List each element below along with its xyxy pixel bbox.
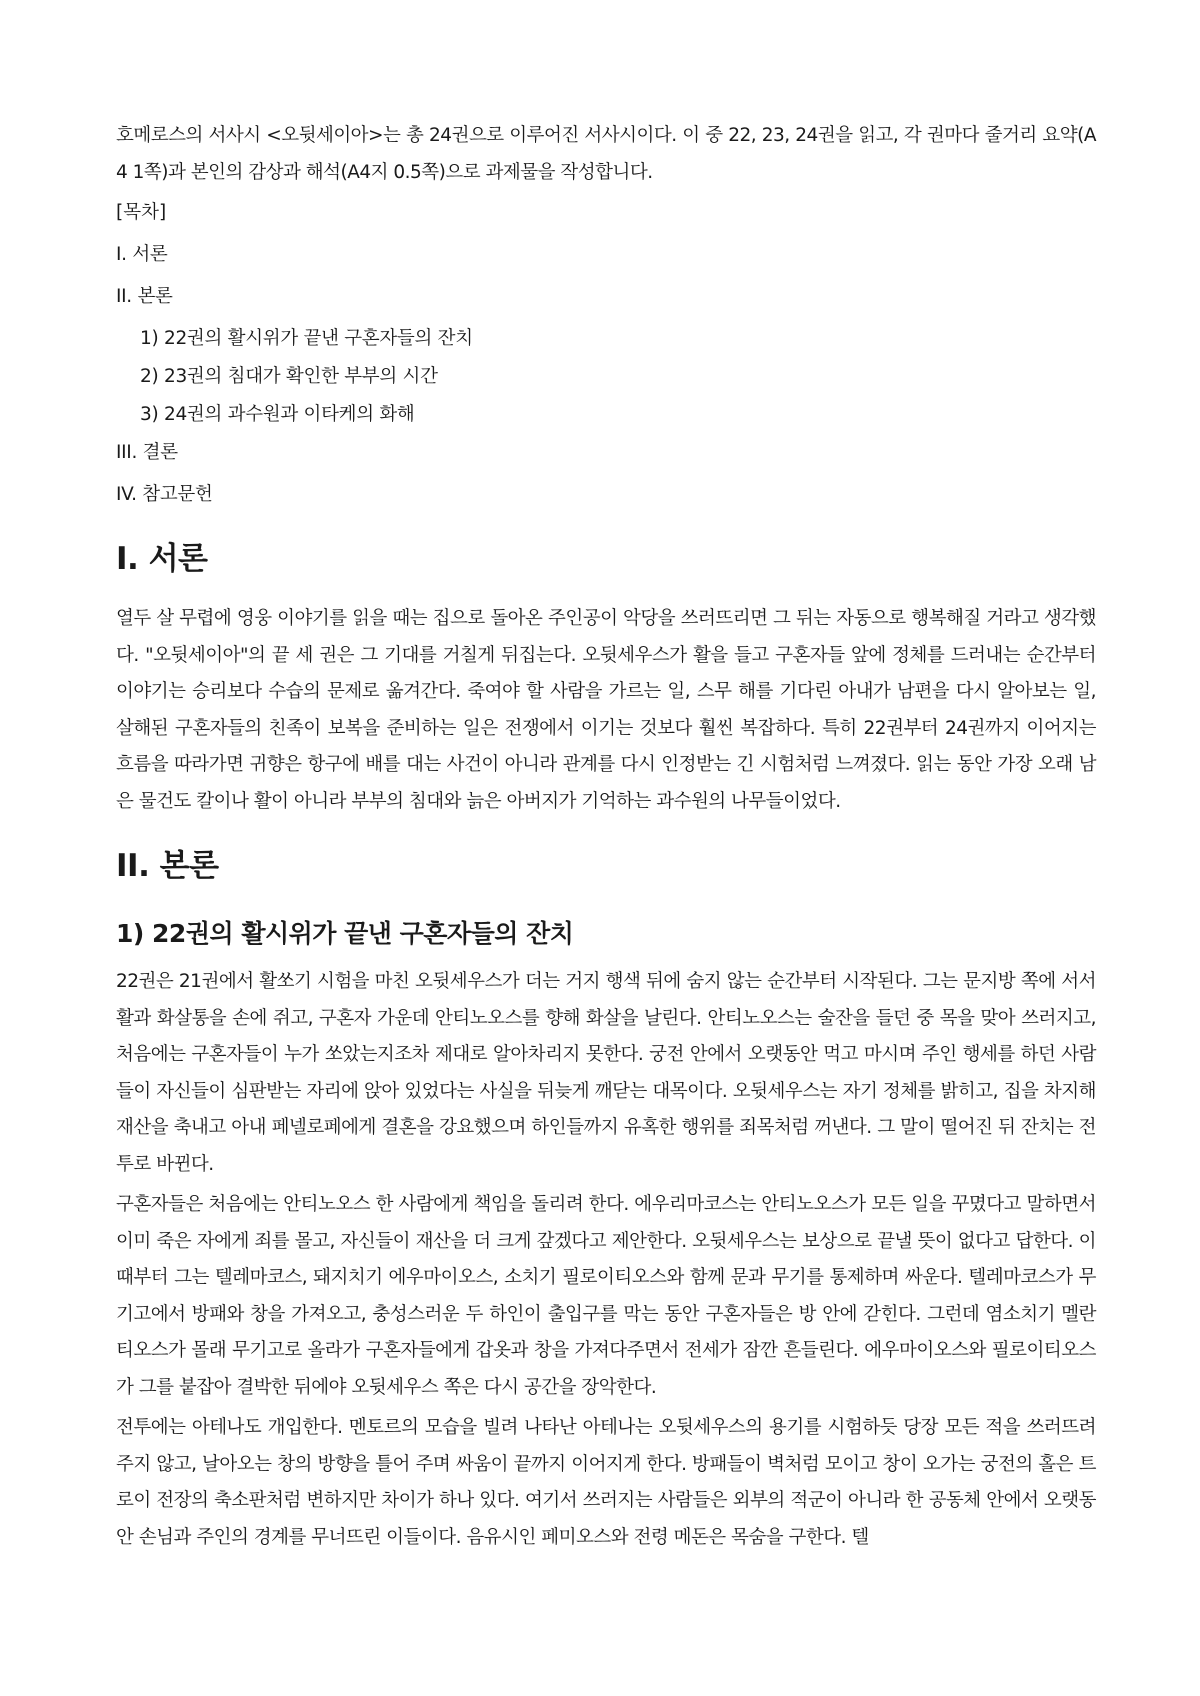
section-title-intro: I. 서론 [116,541,208,577]
section-title-body: II. 본론 [116,848,219,884]
assignment-description: 호메로스의 서사시 <오뒷세이아>는 총 24권으로 이루어진 서사시이다. 이 중 22, 23, 24권을 읽고, 각 권마다 줄거리 요약(A4 1쪽)과 본인의 감상과 해석(A4지 0.5쪽)으로 과제물을 작성합니다. [116,125,1096,183]
body-paragraph: 전투에는 아테나도 개입한다. 멘토르의 모습을 빌려 나타난 아테나는 오뒷세우스의 용기를 시험하듯 당장 모든 적을 쓰러뜨려 주지 않고, 날아오는 창의 방향을 틀어 주며 싸움이 끝까지 이어지게 한다. 방패들이 벽처럼 모이고 창이 오가는 궁전의 홀은 트로이 전장의 축소판처럼 변하지만 차이가 하나 있다. 여기서 쓰러지는 사람들은 외부의 적군이 아니라 한 공동체 안에서 오랫동안 손님과 주인의 경계를 무너뜨린 이들이다. 음유시인 페미오스와 전령 메돈은 목숨을 구한다. 텔 [116,1417,1096,1548]
toc-item-references: IV. 참고문헌 [116,484,213,505]
toc-item-intro: I. 서론 [116,244,168,265]
toc-item-body-3: 3) 24권의 과수원과 이타케의 화해 [140,404,415,425]
table-of-contents [116,195,1096,513]
toc-list [116,237,1096,513]
toc-heading: [목차] [116,202,167,223]
toc-item-conclusion: III. 결론 [116,442,178,463]
body-paragraph: 22권은 21권에서 활쏘기 시험을 마친 오뒷세우스가 더는 거지 행색 뒤에 숨지 않는 순간부터 시작된다. 그는 문지방 쪽에 서서 활과 화살통을 손에 쥐고, 구혼자 가운데 안티노오스를 향해 화살을 날린다. 안티노오스는 술잔을 들던 중 목을 맞아 쓰러지고, 처음에는 구혼자들이 누가 쏘았는지조차 제대로 알아차리지 못한다. 궁전 안에서 오랫동안 먹고 마시며 주인 행세를 하던 사람들이 자신들이 심판받는 자리에 앉아 있었다는 사실을 뒤늦게 깨닫는 대목이다. 오뒷세우스는 자기 정체를 밝히고, 집을 차지해 재산을 축내고 아내 페넬로페에게 결혼을 강요했으며 하인들까지 유혹한 행위를 죄목처럼 꺼낸다. 그 말이 떨어진 뒤 잔치는 전투로 바뀐다. [116,971,1096,1175]
document-page [116,118,1096,1560]
body-paragraph: 구혼자들은 처음에는 안티노오스 한 사람에게 책임을 돌리려 한다. 에우리마코스는 안티노오스가 모든 일을 꾸몄다고 말하면서 이미 죽은 자에게 죄를 몰고, 자신들이 재산을 더 크게 갚겠다고 제안한다. 오뒷세우스는 보상으로 끝낼 뜻이 없다고 답한다. 이때부터 그는 텔레마코스, 돼지치기 에우마이오스, 소치기 필로이티오스와 함께 문과 무기를 통제하며 싸운다. 텔레마코스가 무기고에서 방패와 창을 가져오고, 충성스러운 두 하인이 출입구를 막는 동안 구혼자들은 방 안에 갇힌다. 그런데 염소치기 멜란티오스가 몰래 무기고로 올라가 구혼자들에게 갑옷과 창을 가져다주면서 전세가 잠깐 흔들린다. 에우마이오스와 필로이티오스가 그를 붙잡아 결박한 뒤에야 오뒷세우스 쪽은 다시 공간을 장악한다. [116,1194,1097,1398]
section-body [116,846,1096,1556]
intro-paragraph: 열두 살 무렵에 영웅 이야기를 읽을 때는 집으로 돌아온 주인공이 악당을 쓰러뜨리면 그 뒤는 자동으로 행복해질 거라고 생각했다. "오뒷세이아"의 끝 세 권은 그 기대를 거칠게 뒤집는다. 오뒷세우스가 활을 들고 구혼자들 앞에 정체를 드러내는 순간부터 이야기는 승리보다 수습의 문제로 옮겨간다. 죽여야 할 사람을 가르는 일, 스무 해를 기다린 아내가 남편을 다시 알아보는 일, 살해된 구혼자들의 친족이 보복을 준비하는 일은 전쟁에서 이기는 것보다 훨씬 복잡하다. 특히 22권부터 24권까지 이어지는 흐름을 따라가면 귀향은 항구에 배를 대는 사건이 아니라 관계를 다시 인정받는 긴 시험처럼 느껴졌다. 읽는 동안 가장 오래 남은 물건도 칼이나 활이 아니라 부부의 침대와 늙은 아버지가 기억하는 과수원의 나무들이었다. [116,608,1096,812]
toc-item-body-1: 1) 22권의 활시위가 끝낸 구혼자들의 잔치 [140,328,473,349]
toc-item-body: II. 본론 [116,286,173,307]
subsection-title-book22: 1) 22권의 활시위가 끝낸 구혼자들의 잔치 [116,919,574,948]
toc-item-body-2: 2) 23권의 침대가 확인한 부부의 시간 [140,366,438,387]
section-intro [116,539,1096,820]
